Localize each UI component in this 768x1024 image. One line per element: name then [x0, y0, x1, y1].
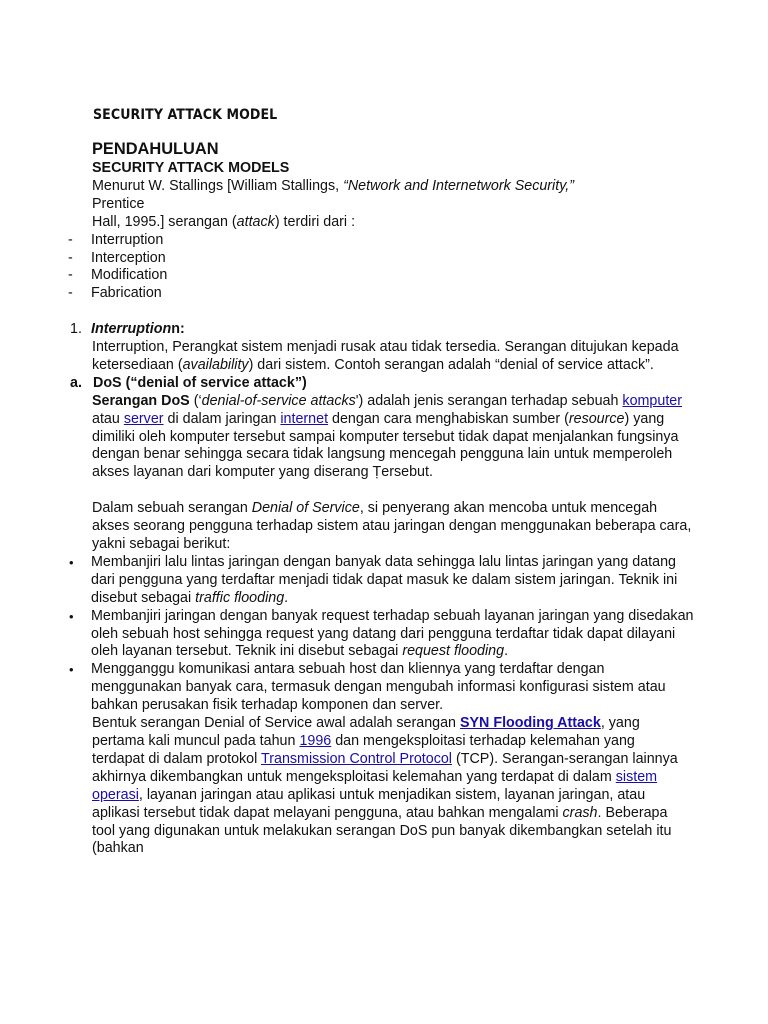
link-tcp[interactable]: Transmission Control Protocol — [261, 750, 452, 767]
link-sistem-operasi[interactable]: sistem operasi — [92, 768, 658, 803]
bullet-icon: • — [69, 662, 74, 678]
interruption-paragraph: Interruption, Perangkat sistem menjadi rusak atau tidak tersedia. Serangan ditujukan kepada ketersediaan (availability) dari sistem. Contoh serangan adalah “denial of service attack”. — [92, 339, 679, 373]
dash-marker: - — [68, 231, 73, 248]
intro-line-1: Menurut W. Stallings [William Stallings, “Network and Internetwork Security,” — [92, 177, 575, 194]
citation-title: “Network and Internetwork Security,” — [343, 177, 575, 194]
list-item: - Fabrication — [68, 285, 162, 302]
dos-paragraph: Serangan DoS (‘denial-of-service attacks') adalah jenis serangan terhadap sebuah komputer atau server di dalam jaringan internet dengan cara menghabiskan sumber (resource) yang dimiliki oleh komputer tersebut sampai komputer tersebut tidak dapat menjalankan fungsinya dengan benar sehingga secara tidak langsung mencegah pengguna lain untuk memperoleh akses layanan dari komputer yang diserang Ṭersebut. — [92, 392, 683, 481]
intro-line-3: Hall, 1995.] serangan (attack) terdiri dari : — [92, 213, 356, 230]
link-1996[interactable]: 1996 — [299, 732, 332, 749]
bullet-icon: • — [69, 554, 74, 570]
link-server[interactable]: server — [123, 410, 164, 427]
document-body — [0, 139, 768, 858]
link-syn-flooding-attack[interactable]: SYN Flooding Attack — [459, 715, 601, 732]
list-item: - Interruption — [68, 231, 164, 248]
dash-marker: - — [68, 267, 73, 284]
bullet-item: • Mengganggu komunikasi antara sebuah host dan kliennya yang terdaftar dengan menggunakan banyak cara, termasuk dengan mengubah informasi konfigurasi sistem atau bahkan perusakan fisik terhadap komponen dan server. — [69, 661, 666, 714]
lettered-section-title: a. DoS (“denial of service attack”) — [70, 374, 307, 391]
dash-marker: - — [68, 285, 73, 302]
link-internet[interactable]: internet — [280, 410, 329, 427]
bullet-item: • Membanjiri jaringan dengan banyak request terhadap sebuah layanan jaringan yang disedakan oleh sebuah host sehingga request yang datang dari pengguna terdaftar tidak dapat dilayani oleh layanan tersebut. Teknik ini disebut sebagai request flooding. — [69, 607, 694, 660]
list-item: - Interception — [68, 249, 166, 266]
section-number: 1. — [70, 321, 82, 338]
numbered-section-title: 1. Interruptionn: — [70, 321, 185, 338]
dos-history-paragraph: Bentuk serangan Denial of Service awal adalah serangan SYN Flooding Attack, yang pertama kali muncul pada tahun 1996 dan mengeksploitasi terhadap kelemahan yang terdapat di dalam protokol Transmission Control Protocol (TCP). Serangan-serangan lainnya akhirnya dikembangkan untuk mengeksploitasi kelemahan yang terdapat di dalam sistem operasi, layanan jaringan atau aplikasi untuk menjadikan sistem, layanan jaringan, atau aplikasi tersebut tidak dapat melayani pengguna, atau bahkan mengalami crash. Beberapa tool yang digunakan untuk melakukan serangan DoS pun banyak dikembangkan setelah itu (bahkan — [92, 715, 678, 857]
document-title: SECURITY ATTACK MODEL — [93, 107, 278, 123]
bullet-item: • Membanjiri lalu lintas jaringan dengan banyak data sehingga lalu lintas jaringan yang datang dari pengguna yang terdaftar menjadi tidak dapat masuk ke dalam sistem jaringan. Teknik ini disebut sebagai traffic flooding. — [69, 553, 678, 606]
section-heading: PENDAHULUAN — [92, 140, 219, 158]
bullet-icon: • — [69, 608, 74, 624]
list-item: - Modification — [68, 267, 168, 284]
section-subheading: SECURITY ATTACK MODELS — [92, 160, 290, 176]
section-letter: a. — [70, 374, 82, 391]
link-komputer[interactable]: komputer — [622, 392, 683, 409]
intro-line-2: Prentice — [92, 195, 145, 212]
dash-marker: - — [68, 249, 73, 266]
dos-methods-intro: Dalam sebuah serangan Denial of Service, si penyerang akan mencoba untuk mencegah akses seorang pengguna terhadap sistem atau jaringan dengan menggunakan beberapa cara, yakni sebagai berikut: — [92, 500, 692, 552]
